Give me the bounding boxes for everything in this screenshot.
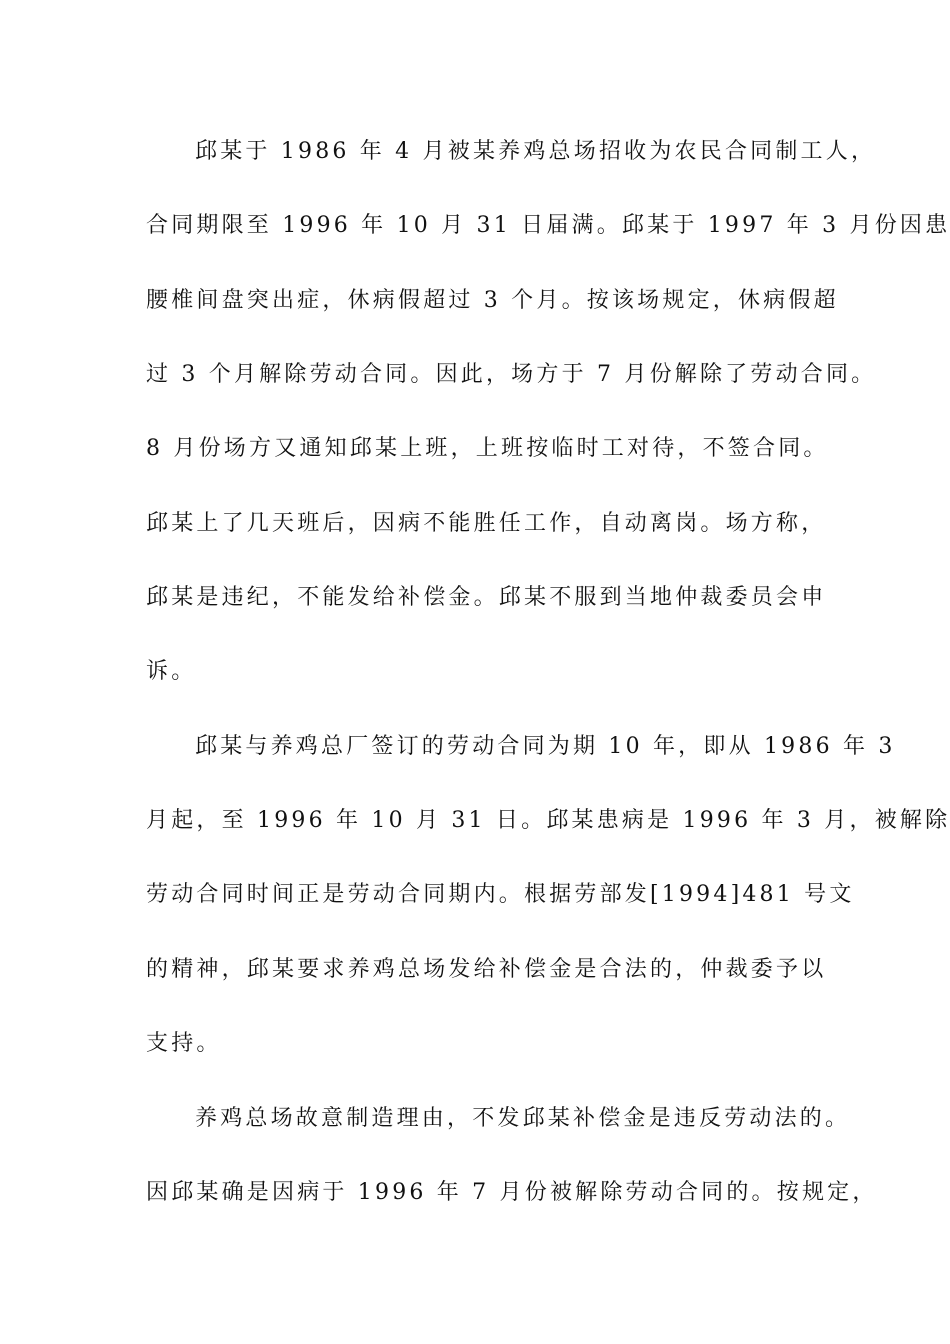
paragraph-2-line-3: 劳动合同时间正是劳动合同期内。根据劳部发[1994]481 号文: [146, 882, 855, 907]
paragraph-1-line-7: 邱某是违纪，不能发给补偿金。邱某不服到当地仲裁委员会申: [146, 585, 827, 610]
paragraph-2-line-5: 支持。: [146, 1031, 222, 1056]
paragraph-3-line-2: 因邱某确是因病于 1996 年 7 月份被解除劳动合同的。按规定，: [146, 1180, 878, 1205]
paragraph-3-line-1: 养鸡总场故意制造理由，不发邱某补偿金是违反劳动法的。: [195, 1106, 851, 1131]
paragraph-1-line-3: 腰椎间盘突出症，休病假超过 3 个月。按该场规定，休病假超: [146, 288, 839, 313]
paragraph-2-line-1: 邱某与养鸡总厂签订的劳动合同为期 10 年，即从 1986 年 3: [195, 734, 896, 759]
paragraph-1-line-5: 8 月份场方又通知邱某上班，上班按临时工对待，不签合同。: [146, 436, 829, 461]
paragraph-2-line-4: 的精神，邱某要求养鸡总场发给补偿金是合法的，仲裁委予以: [146, 957, 827, 982]
paragraph-1-line-1: 邱某于 1986 年 4 月被某养鸡总场招收为农民合同制工人，: [195, 139, 877, 164]
paragraph-1-line-2: 合同期限至 1996 年 10 月 31 日届满。邱某于 1997 年 3 月份因患: [146, 213, 950, 238]
paragraph-1-line-4: 过 3 个月解除劳动合同。因此，场方于 7 月份解除了劳动合同。: [146, 362, 877, 387]
paragraph-1-line-6: 邱某上了几天班后，因病不能胜任工作，自动离岗。场方称，: [146, 511, 827, 536]
paragraph-2-line-2: 月起，至 1996 年 10 月 31 日。邱某患病是 1996 年 3 月，被解除: [146, 808, 950, 833]
paragraph-1-line-8: 诉。: [146, 659, 197, 684]
